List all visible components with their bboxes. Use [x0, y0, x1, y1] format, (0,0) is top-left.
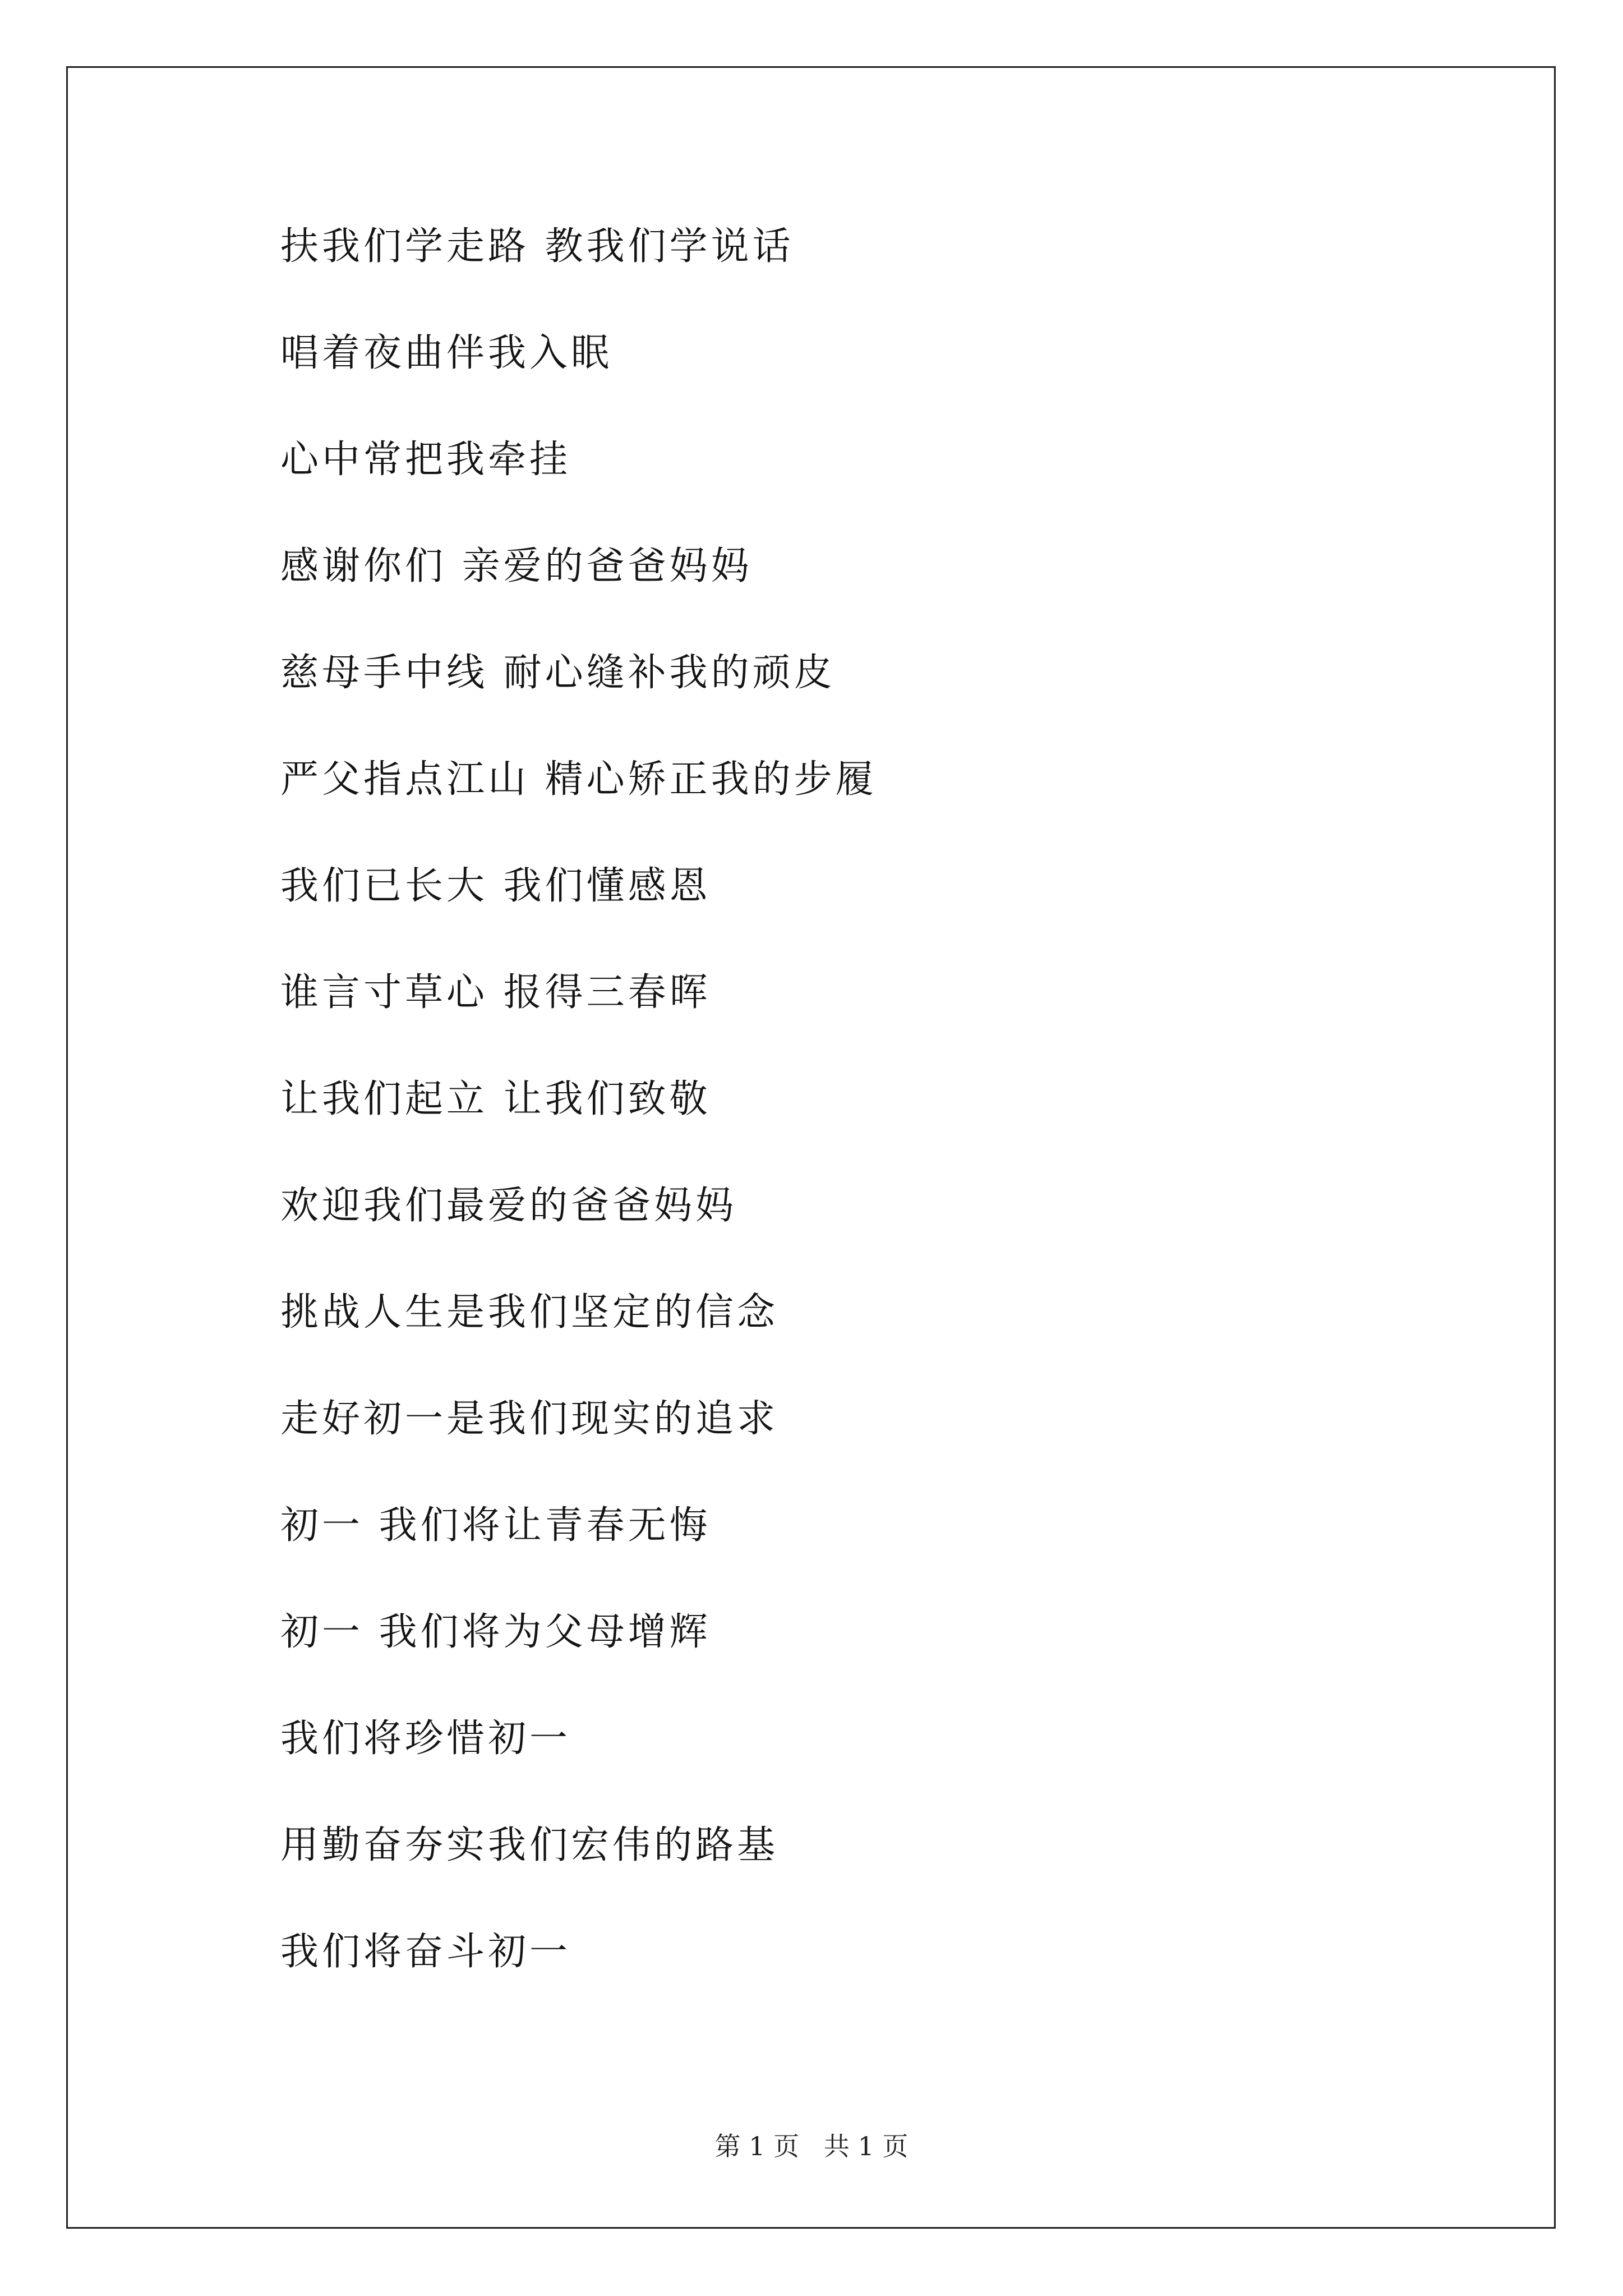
poem-line: 感谢你们 亲爱的爸爸妈妈	[280, 544, 753, 588]
poem-line: 慈母手中线 耐心缝补我的顽皮	[280, 651, 836, 695]
poem-text	[280, 216, 1458, 2028]
poem-line: 初一 我们将为父母增辉	[280, 1610, 711, 1654]
poem-line: 用勤奋夯实我们宏伟的路基	[280, 1823, 779, 1867]
poem-line: 走好初一是我们现实的追求	[280, 1397, 779, 1441]
poem-line: 挑战人生是我们坚定的信念	[280, 1290, 779, 1335]
poem-line: 我们将珍惜初一	[280, 1717, 571, 1761]
poem-line: 严父指点江山 精心矫正我的步履	[280, 757, 877, 802]
poem-line: 让我们起立 让我们致敬	[280, 1077, 711, 1121]
poem-line: 心中常把我牵挂	[280, 438, 571, 482]
poem-line: 初一 我们将让青春无悔	[280, 1503, 711, 1548]
poem-line: 我们已长大 我们懂感恩	[280, 864, 711, 908]
poem-line: 欢迎我们最爱的爸爸妈妈	[280, 1184, 737, 1228]
poem-line: 唱着夜曲伴我入眠	[280, 331, 613, 375]
page-number-footer: 第 1 页 共 1 页	[714, 2131, 909, 2161]
poem-line: 我们将奋斗初一	[280, 1930, 571, 1974]
poem-line: 谁言寸草心 报得三春晖	[280, 970, 711, 1015]
poem-line: 扶我们学走路 教我们学说话	[280, 224, 794, 269]
